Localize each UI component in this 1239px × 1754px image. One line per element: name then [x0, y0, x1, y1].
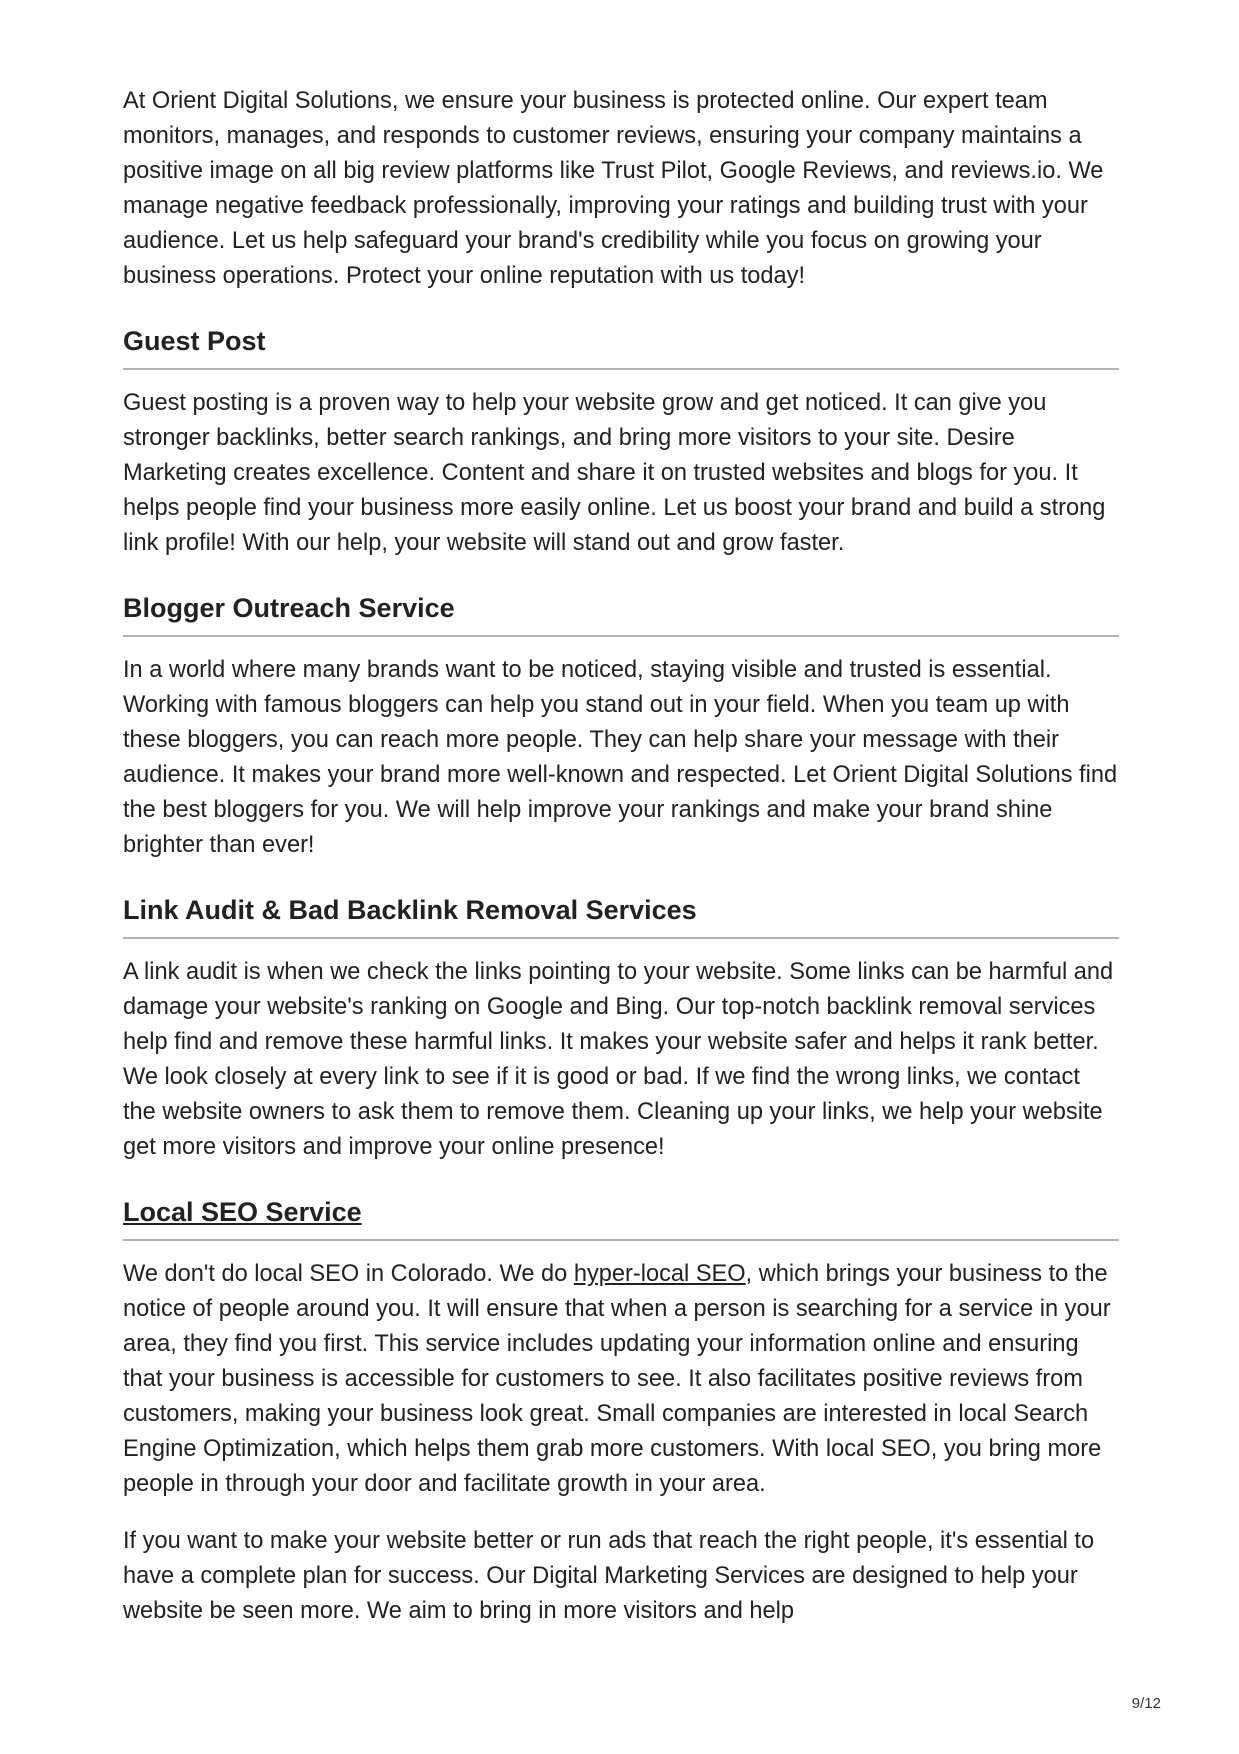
local-seo-heading	[123, 1195, 1119, 1241]
closing-paragraph: If you want to make your website better or run ads that reach the right people, it's essential to have a complete plan for success. Our Digital Marketing Services are designed to help your website be seen more. We aim to bring in more visitors and help	[123, 1528, 1095, 1624]
local-seo-paragraph	[123, 1257, 1119, 1502]
guest-post-heading: Guest Post	[123, 324, 1119, 370]
local-seo-heading-link[interactable]: Local SEO Service	[123, 1197, 362, 1227]
hyper-local-seo-link[interactable]: hyper-local SEO	[573, 1261, 746, 1287]
local-seo-text-after-link: , which brings your business to the notice of people around you. It will ensure that when a person is searching for a service in your area, they find you first. This service includes updating your information online and ensuring that your business is accessible for customers to see. It also facilitates positive reviews from customers, making your business look great. Small companies are interested in local Search Engine Optimization, which helps them grab more customers. With local SEO, you bring more people in through your door and facilitate growth in your area.	[123, 1261, 1111, 1497]
link-audit-heading: Link Audit & Bad Backlink Removal Services	[123, 893, 1119, 939]
link-audit-paragraph: A link audit is when we check the links pointing to your website. Some links can be harmful and damage your website's ranking on Google and Bing. Our top-notch backlink removal services help find and remove these harmful links. It makes your website safer and helps it rank better. We look closely at every link to see if it is good or bad. If we find the wrong links, we contact the website owners to ask them to remove them. Cleaning up your links, we help your website get more visitors and improve your online presence!	[123, 959, 1114, 1160]
document-page	[123, 84, 1119, 1629]
page-number: 9/12	[1131, 1695, 1161, 1712]
local-seo-text-before-link: We don't do local SEO in Colorado. We do	[123, 1261, 574, 1287]
blogger-outreach-heading: Blogger Outreach Service	[123, 591, 1119, 637]
intro-paragraph: At Orient Digital Solutions, we ensure your business is protected online. Our expert team monitors, manages, and responds to customer reviews, ensuring your company maintains a positive image on all big review platforms like Trust Pilot, Google Reviews, and reviews.io. We manage negative feedback professionally, improving your ratings and building trust with your audience. Let us help safeguard your brand's credibility while you focus on growing your business operations. Protect your online reputation with us today!	[123, 88, 1104, 289]
blogger-outreach-paragraph: In a world where many brands want to be noticed, staying visible and trusted is essential. Working with famous bloggers can help you stand out in your field. When you team up with these bloggers, you can reach more people. They can help share your message with their audience. It makes your brand more well-known and respected. Let Orient Digital Solutions find the best bloggers for you. We will help improve your rankings and make your brand shine brighter than ever!	[123, 657, 1118, 858]
guest-post-paragraph: Guest posting is a proven way to help your website grow and get noticed. It can give you stronger backlinks, better search rankings, and bring more visitors to your site. Desire Marketing creates excellence. Content and share it on trusted websites and blogs for you. It helps people find your business more easily online. Let us boost your brand and build a strong link profile! With our help, your website will stand out and grow faster.	[123, 390, 1106, 556]
